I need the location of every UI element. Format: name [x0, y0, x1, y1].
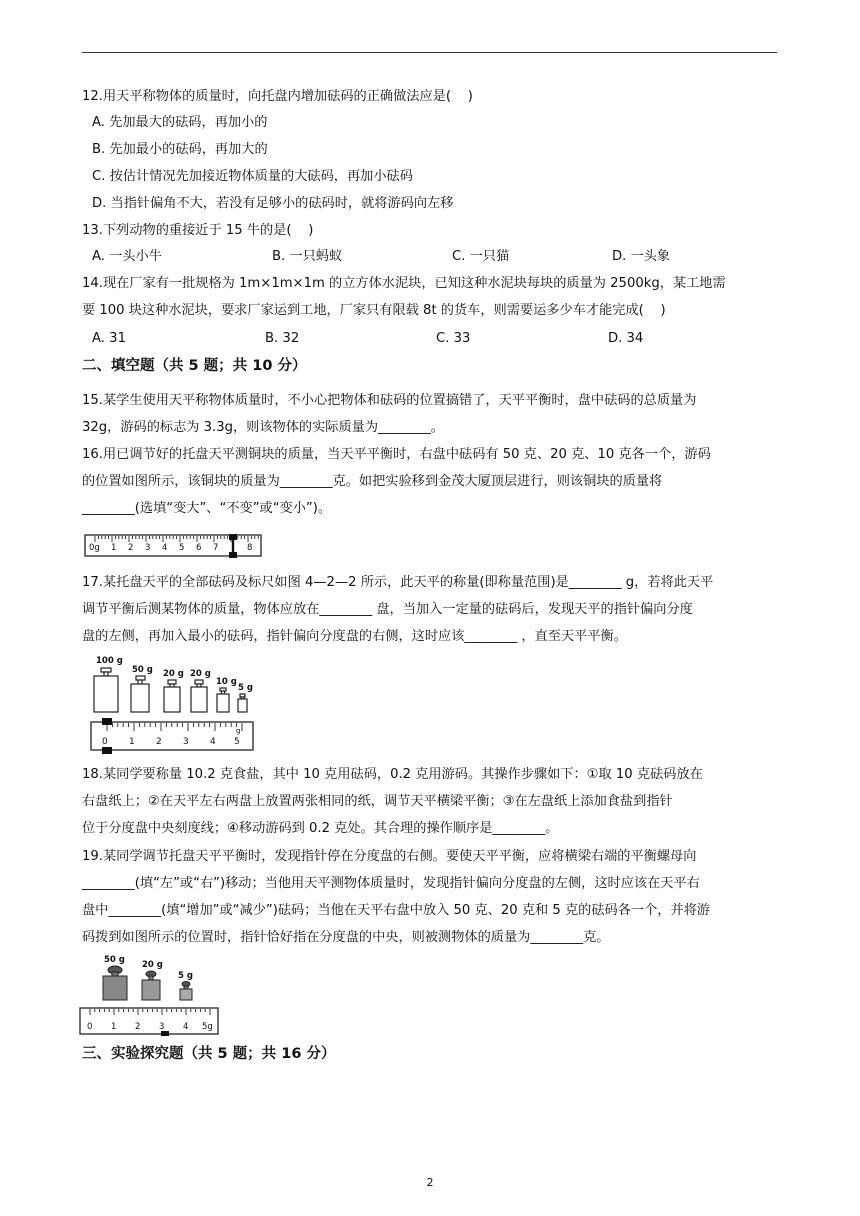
- q14-option-b: B. 32: [265, 331, 300, 346]
- q18-line-2: 右盘纸上；②在天平左右两盘上放置两张相同的纸，调节天平横梁平衡；③在左盘纸上添加食盐到指针: [82, 794, 673, 809]
- q19-line-3: 盘中________(填“增加”或“减少”)砝码；当他在天平右盘中放入 50 克、20 克和 5 克的砝码各一个，并将游: [82, 903, 711, 918]
- weight-label-20g-b: 20 g: [190, 669, 211, 679]
- q13-option-a: A. 一头小牛: [92, 249, 162, 264]
- ruler-label-0: 0: [87, 1022, 93, 1032]
- q15-line-1: 15.某学生使用天平称物体质量时，不小心把物体和砝码的位置搞错了，天平平衡时，盘中砝码的总质量为: [82, 393, 697, 408]
- q13-option-d: D. 一头象: [612, 249, 671, 264]
- weight-label-20g-a: 20 g: [163, 669, 184, 679]
- ruler-label-1: 1: [111, 1022, 117, 1032]
- rider-top: [102, 718, 112, 725]
- q19-line-2: ________(填“左”或“右”)移动；当他用天平测物体质量时，发现指针偏向分度盘的左侧，这时应该在天平右: [82, 876, 700, 891]
- q16-ruler-figure: [84, 533, 264, 559]
- ruler-label-5: 5: [234, 737, 240, 747]
- weight-label-50g: 50 g: [104, 955, 125, 965]
- q14-line-2: 要 100 块这种水泥块，要求厂家运到工地，厂家只有限载 8t 的货车，则需要运多少车才能完成( ): [82, 303, 666, 318]
- weight-label-10g: 10 g: [216, 677, 237, 687]
- weight-label-50g: 50 g: [132, 665, 153, 675]
- weight-20g: [142, 971, 160, 1000]
- ruler-label-1: 1: [111, 543, 117, 553]
- q17-weights-and-ruler-figure: [88, 652, 258, 754]
- q14-option-d: D. 34: [608, 331, 644, 346]
- q12-option-b: B. 先加最小的砝码，再加大的: [92, 142, 268, 157]
- ruler-label-3: 3: [145, 543, 151, 553]
- weight-5g: [180, 982, 192, 1001]
- q14-option-a: A. 31: [92, 331, 126, 346]
- ruler-label-5: 5: [179, 543, 185, 553]
- q12-stem: 12.用天平称物体的质量时，向托盘内增加砝码的正确做法应是( ): [82, 89, 473, 104]
- weight-100g: [94, 668, 118, 712]
- q12-option-d: D. 当指针偏角不大，若没有足够小的砝码时，就将游码向左移: [92, 196, 454, 211]
- q12-option-a: A. 先加最大的砝码，再加小的: [92, 115, 268, 130]
- header-rule: [82, 52, 777, 53]
- weight-label-5g: 5 g: [178, 971, 193, 981]
- q13-option-b: B. 一只蚂蚁: [272, 249, 343, 264]
- ruler-label-4: 4: [210, 737, 216, 747]
- weight-20g-a: [164, 680, 180, 712]
- page-number: 2: [426, 1176, 434, 1189]
- q13-stem: 13.下列动物的重接近于 15 牛的是( ): [82, 223, 314, 238]
- q16-line-1: 16.用已调节好的托盘天平测铜块的质量，当天平平衡时，右盘中砝码有 50 克、20 克、10 克各一个，游码: [82, 447, 711, 462]
- section-3-heading: 三、实验探究题（共 5 题；共 16 分）: [82, 1046, 336, 1062]
- ruler-label-5: 5g: [202, 1022, 213, 1032]
- section-2-heading: 二、填空题（共 5 题；共 10 分）: [82, 358, 307, 374]
- ruler-label-2: 2: [128, 543, 134, 553]
- weight-50g: [131, 676, 149, 712]
- q14-line-1: 14.现在厂家有一批规格为 1m×1m×1m 的立方体水泥块，已知这种水泥块每块的质量为 2500kg，某工地需: [82, 276, 726, 291]
- ruler-label-0: 0g: [89, 543, 100, 553]
- weight-50g: [103, 966, 127, 1000]
- q19-line-4: 码拨到如图所示的位置时，指针恰好指在分度盘的中央，则被测物体的质量为________克。: [82, 930, 610, 945]
- ruler-label-7: 7: [213, 543, 219, 553]
- ruler-label-2: 2: [135, 1022, 141, 1032]
- rider-bottom: [102, 747, 112, 754]
- q18-line-1: 18.某同学要称量 10.2 克食盐，其中 10 克用砝码，0.2 克用游码。其操作步骤如下：①取 10 克砝码放在: [82, 767, 703, 782]
- ruler-label-3: 3: [159, 1022, 165, 1032]
- ruler-label-4: 4: [162, 543, 168, 553]
- q18-line-3: 位于分度盘中央刻度线；④移动游码到 0.2 克处。其合理的操作顺序是________。: [82, 821, 559, 836]
- q17-line-3: 盘的左侧，再加入最小的砝码，指针偏向分度盘的右侧，这时应该________ ，直至天平平衡。: [82, 629, 627, 644]
- q17-line-1: 17.某托盘天平的全部砝码及标尺如图 4—2—2 所示，此天平的称量(即称量范围)是________ g，若将此天平: [82, 575, 714, 590]
- weight-label-20g: 20 g: [142, 960, 163, 970]
- q19-line-1: 19.某同学调节托盘天平平衡时，发现指针停在分度盘的右侧。要使天平平衡，应将横梁右端的平衡螺母向: [82, 849, 697, 864]
- q12-option-c: C. 按估计情况先加接近物体质量的大砝码，再加小砝码: [92, 169, 413, 184]
- q14-option-c: C. 33: [436, 331, 471, 346]
- weight-20g-b: [191, 680, 207, 712]
- q16-line-2: 的位置如图所示，该铜块的质量为________克。如把实验移到金茂大厦顶层进行，则该铜块的质量将: [82, 474, 663, 489]
- ruler-label-1: 1: [129, 737, 135, 747]
- ruler-label-2: 2: [156, 737, 162, 747]
- weight-5g: [238, 694, 247, 712]
- weight-label-100g: 100 g: [96, 656, 123, 666]
- ruler-label-3: 3: [183, 737, 189, 747]
- ruler-label-0: 0: [102, 737, 108, 747]
- ruler-unit: g: [236, 727, 241, 735]
- ruler-label-6: 6: [196, 543, 202, 553]
- weight-label-5g: 5 g: [238, 683, 253, 693]
- q19-weights-and-ruler-figure: [78, 952, 222, 1038]
- ruler-label-4: 4: [183, 1022, 189, 1032]
- q16-line-3: ________(选填“变大”、“不变”或“变小”)。: [82, 501, 332, 516]
- q15-line-2: 32g，游码的标志为 3.3g，则该物体的实际质量为________。: [82, 420, 444, 435]
- weight-10g: [217, 688, 229, 712]
- q13-option-c: C. 一只猫: [452, 249, 510, 264]
- ruler-frame: [80, 1008, 218, 1034]
- ruler-label-8: 8: [247, 543, 253, 553]
- q17-line-2: 调节平衡后测某物体的质量，物体应放在________ 盘，当加入一定量的砝码后，发现天平的指针偏向分度: [82, 602, 693, 617]
